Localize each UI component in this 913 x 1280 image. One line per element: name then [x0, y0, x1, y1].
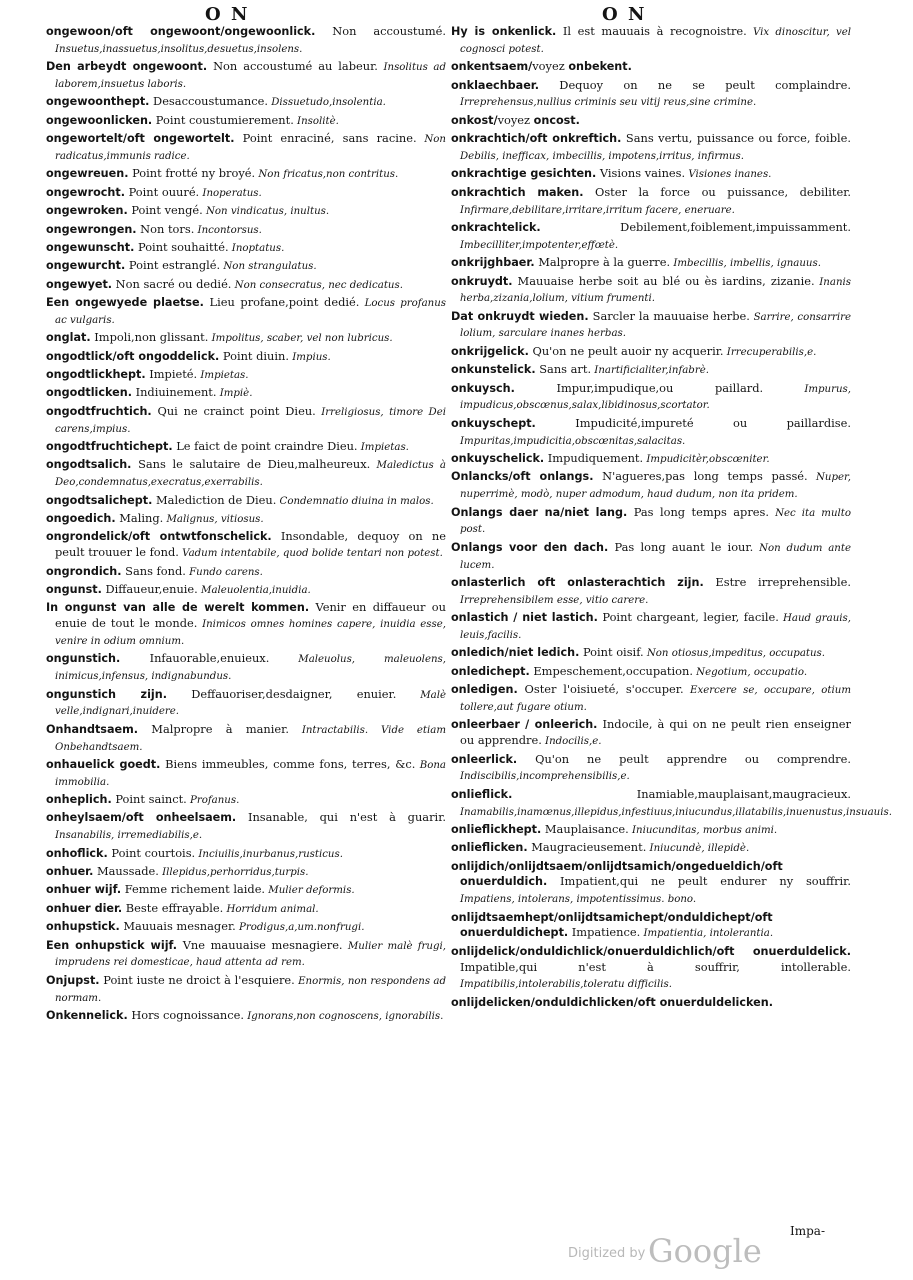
french-gloss: Impudicité,impureté ou paillardise. [535, 415, 851, 430]
latin-gloss: Maleuolentia,inuidia. [197, 584, 311, 596]
latin-gloss: Insolitus ad laborem,insuetus laboris. [55, 62, 446, 90]
latin-gloss: Inimicos omnes homines capere, inuidia esse, venire in odium omnium. [55, 619, 446, 647]
latin-gloss: Ignorans,non cognoscens, ignorabilis. [243, 1010, 444, 1022]
latin-gloss: Inamabilis,inamœnus,illepidus,infestiuus,iniucundus,illatabilis,inuenustus,insuauis. [460, 806, 892, 818]
headword: onlijdelicken/onduldichlicken/oft onuerduldelicken. [451, 995, 773, 1009]
headword: onkrachtich/oft onkreftich. [451, 132, 622, 146]
dictionary-entry [451, 505, 851, 539]
french-gloss: voyez [532, 59, 569, 74]
latin-gloss: Indocilis,e. [541, 736, 602, 748]
headword: onhuer. [46, 865, 94, 879]
french-gloss: Malediction de Dieu. [152, 492, 277, 507]
french-gloss: Malpropre à la guerre. [534, 255, 671, 270]
latin-gloss: Negotium, occupatio. [692, 666, 808, 678]
french-gloss: Mauuais mesnager. [119, 919, 236, 934]
latin-gloss: Mulier malè frugi, imprudens rei domesticae, haud attenta ad rem. [55, 940, 446, 969]
french-gloss: Insanable, qui n'est à guarir. [236, 810, 447, 825]
headword: ongodtsalich. [46, 458, 132, 472]
latin-gloss: Illepidus,perhorridus,turpis. [158, 867, 309, 879]
latin-gloss: Bona immobilia. [55, 759, 446, 788]
headword: ongodtsalichept. [46, 493, 153, 507]
latin-gloss: Impudicitèr,obscœniter. [643, 454, 770, 466]
running-head-left: O N [205, 4, 250, 25]
french-gloss: Non sacré ou dedié. [112, 276, 232, 291]
dictionary-entry [451, 717, 851, 750]
dictionary-entry [451, 944, 851, 993]
latin-gloss: Impietas. [197, 370, 249, 382]
left-column [46, 24, 446, 1026]
headword: Onlangs daer na/niet lang. [451, 505, 628, 519]
dictionary-entry [451, 362, 851, 379]
headword: onhoflick. [46, 846, 108, 860]
french-gloss: Pas long temps apres. [627, 504, 769, 519]
dictionary-entry [451, 255, 851, 272]
cross-reference: onbekent. [568, 60, 632, 74]
french-gloss: Lieu profane,point dedié. [203, 295, 360, 310]
headword: Dat onkruydt wieden. [451, 309, 589, 323]
french-gloss: Point iuste ne droict à l'esquiere. [99, 972, 295, 987]
french-gloss: Sans le salutaire de Dieu,malheureux. [131, 457, 371, 472]
headword: onlijdtsaemhept/onlijdtsamichept/onduldichept/oft onuerduldichept. [451, 910, 773, 940]
dictionary-entry [451, 274, 851, 308]
french-gloss: Qui ne crainct point Dieu. [151, 403, 316, 418]
headword: Hy is onkenlick. [451, 25, 557, 38]
french-gloss: Impatience. [568, 925, 641, 940]
french-gloss: Point chargeant, legier, facile. [597, 610, 779, 625]
dictionary-entry [46, 810, 446, 844]
headword: onkuysch. [451, 381, 515, 395]
headword: ongunstich. [46, 652, 121, 666]
headword: onlieflick. [451, 787, 513, 801]
headword: ongodtlick/oft ongoddelick. [46, 349, 220, 363]
running-head-right: O N [602, 4, 647, 25]
dictionary-entry [46, 901, 446, 918]
headword: onkrachtich maken. [451, 185, 584, 199]
dictionary-entry [46, 864, 446, 881]
latin-gloss: Non consecratus, nec dedicatus. [231, 279, 403, 291]
latin-gloss: Haud grauis, leuis,facilis. [460, 613, 851, 641]
dictionary-entry [451, 540, 851, 574]
dictionary-entry [451, 113, 851, 130]
headword: ongewortelt/oft ongewortelt. [46, 132, 235, 146]
french-gloss: Diffaueur,enuie. [101, 581, 198, 596]
french-gloss: Non tors. [136, 221, 195, 236]
headword: onlastich / niet lastich. [451, 611, 598, 625]
headword: onkrachtelick. [451, 220, 541, 234]
latin-gloss: Impatibilis,intolerabilis,toleratu difficilis. [460, 979, 672, 991]
headword: onglat. [46, 331, 91, 345]
french-gloss: Impieté. [145, 367, 198, 382]
latin-gloss: Insanabilis, irremediabilis,e. [55, 830, 203, 842]
headword: ongrondelick/oft ontwtfonschelick. [46, 530, 272, 544]
latin-gloss: Vix dinoscitur, vel cognosci potest. [460, 27, 851, 55]
french-gloss: Femme richement laide. [121, 882, 266, 897]
french-gloss: Impudiquement. [544, 451, 644, 466]
headword: ongewyet. [46, 277, 113, 291]
latin-gloss: Iniucundè, illepidè. [646, 843, 750, 855]
dictionary-entry [46, 722, 446, 756]
latin-gloss: Horridum animal. [223, 903, 319, 915]
headword: ongewurcht. [46, 259, 126, 273]
french-gloss: Sans fond. [121, 563, 186, 578]
latin-gloss: Incontorsus. [194, 224, 262, 236]
dictionary-entry [451, 910, 851, 943]
dictionary-entry [46, 757, 446, 791]
dictionary-entry [451, 859, 851, 908]
latin-gloss: Non otiosus,impeditus, occupatus. [643, 648, 826, 660]
french-gloss: Deffauoriser,desdaigner, enuier. [166, 686, 397, 701]
french-gloss: Point enraciné, sans racine. [234, 131, 417, 146]
latin-gloss: Dissuetudo,insolentia. [267, 97, 386, 109]
french-gloss: Oster l'oisiueté, s'occuper. [517, 682, 684, 697]
latin-gloss: Intractabilis. Vide etiam Onbehandtsaem. [55, 724, 447, 753]
french-gloss: Qu'on ne peult apprendre ou comprendre. [517, 751, 851, 766]
latin-gloss: Maledictus à Deo,condemnatus,execratus,exerrabilis. [55, 460, 446, 489]
latin-gloss: Inartificialiter,infabrè. [591, 365, 709, 377]
headword: onkrachtige gesichten. [451, 167, 597, 181]
latin-gloss: Non vindicatus, inultus. [202, 206, 330, 218]
latin-gloss: Impietas. [357, 442, 409, 454]
french-gloss: Indiuinement. [131, 385, 217, 400]
headword: onkost/ [451, 113, 498, 127]
dictionary-entry [451, 610, 851, 644]
right-column [451, 24, 892, 1013]
latin-gloss: Nec ita multo post. [460, 507, 851, 536]
headword: onkruydt. [451, 274, 513, 288]
headword: ongewroken. [46, 204, 128, 218]
headword: onledichept. [451, 664, 530, 678]
dictionary-entry [451, 822, 851, 839]
dictionary-entry [46, 846, 446, 863]
french-gloss: Le faict de point craindre Dieu. [172, 439, 358, 454]
french-gloss: Visions vaines. [596, 166, 686, 181]
french-gloss: Beste effrayable. [122, 900, 224, 915]
french-gloss: Oster la force ou puissance, debiliter. [583, 184, 852, 199]
headword: onhuer wijf. [46, 883, 122, 897]
french-gloss: Impatible,qui n'est à souffrir, intollerable. [460, 959, 851, 974]
french-gloss: Estre irreprehensible. [703, 574, 851, 589]
headword: ongewoon/oft ongewoont/ongewoonlick. [46, 25, 316, 38]
latin-gloss: Enormis, non respondens ad normam. [55, 975, 446, 1004]
headword: ongewoonthept. [46, 95, 150, 109]
french-gloss: Insondable, dequoy on ne peult trouuer le fond. [55, 529, 446, 560]
dictionary-entry [46, 1008, 446, 1025]
latin-gloss: Mulier deformis. [265, 885, 355, 897]
french-gloss: Maussade. [93, 864, 159, 879]
latin-gloss: Impatientia, intolerantia. [640, 928, 774, 940]
french-gloss: Point souhaitté. [134, 239, 229, 254]
latin-gloss: Visiones inanes. [685, 169, 772, 181]
headword: Onlancks/oft onlangs. [451, 470, 594, 484]
latin-gloss: Non radicatus,immunis radice. [55, 134, 446, 162]
french-gloss: Sans vertu, puissance ou force, foible. [621, 131, 851, 146]
latin-gloss: Condemnatio diuina in malos. [276, 495, 434, 507]
french-gloss: Debilement,foiblement,impuissamment. [540, 219, 851, 234]
dictionary-entry [46, 240, 446, 257]
dictionary-entry [451, 166, 851, 183]
headword: onlasterlich oft onlasterachtich zijn. [451, 575, 704, 589]
headword: ongunstich zijn. [46, 687, 167, 701]
latin-gloss: Impatiens, intolerans, impotentissimus. bono. [460, 894, 697, 906]
dictionary-entry [451, 381, 851, 415]
french-gloss: Desaccoustumance. [149, 94, 268, 109]
headword: Den arbeydt ongewoont. [46, 60, 208, 74]
french-gloss: N'agueres,pas long temps passé. [593, 469, 808, 484]
french-gloss: Biens immeubles, comme fons, terres, &c. [160, 756, 416, 771]
headword: onhupstick. [46, 920, 120, 934]
headword: ongodtlicken. [46, 386, 132, 400]
dictionary-entry [46, 24, 446, 58]
dictionary-entry [451, 59, 851, 76]
dictionary-entry [46, 792, 446, 809]
dictionary-entry [46, 457, 446, 491]
latin-gloss: Inciuilis,inurbanus,rusticus. [195, 848, 343, 860]
latin-gloss: Iniucunditas, morbus animi. [628, 824, 778, 836]
headword: onkrijghbaer. [451, 256, 535, 270]
headword: onhauelick goedt. [46, 757, 161, 771]
dictionary-entry [46, 404, 446, 438]
latin-gloss: Inoperatus. [199, 187, 262, 199]
dictionary-entry [46, 113, 446, 130]
headword: onkuyschelick. [451, 452, 545, 466]
dictionary-entry [46, 185, 446, 202]
dictionary-entry [451, 131, 851, 165]
dictionary-entry [46, 973, 446, 1007]
dictionary-entry [46, 882, 446, 899]
headword: onkrijgelick. [451, 344, 529, 358]
headword: onheylsaem/oft onheelsaem. [46, 811, 237, 825]
latin-gloss: Irreprehensus,nullius criminis seu vitij reus,sine crimine. [460, 97, 757, 109]
french-gloss: Point oisif. [579, 645, 644, 660]
latin-gloss: Non fricatus,non contritus. [255, 169, 399, 181]
french-gloss: Infauorable,enuieux. [120, 651, 270, 666]
french-gloss: Point courtois. [107, 845, 196, 860]
dictionary-entry [451, 995, 851, 1012]
headword: ongrondich. [46, 564, 122, 578]
dictionary-entry [451, 469, 851, 503]
headword: onkuyschept. [451, 416, 536, 430]
dictionary-entry [451, 185, 851, 219]
dictionary-entry [46, 938, 446, 972]
french-gloss: voyez [497, 112, 534, 127]
headword: ongewrongen. [46, 222, 137, 236]
headword: Onjupst. [46, 973, 100, 987]
latin-gloss: Imbecilliter,impotenter,effœtè. [460, 239, 619, 251]
french-gloss: Impur,impudique,ou paillard. [514, 380, 764, 395]
dictionary-entry [46, 258, 446, 275]
dictionary-entry [46, 600, 446, 649]
dictionary-entry [451, 664, 851, 681]
dictionary-entry [46, 385, 446, 402]
headword: ongodtfruchtichept. [46, 440, 173, 454]
french-gloss: Malpropre à manier. [138, 721, 289, 736]
dictionary-entry [46, 222, 446, 239]
headword: In ongunst van alle de werelt kommen. [46, 601, 310, 615]
dictionary-entry [46, 203, 446, 220]
french-gloss: Non accoustumé. [315, 24, 446, 38]
cross-reference: oncost. [533, 113, 580, 127]
headword: ongoedich. [46, 511, 116, 525]
headword: ongewunscht. [46, 240, 135, 254]
headword: ongewoonlicken. [46, 113, 153, 127]
headword: onledigen. [451, 683, 518, 697]
latin-gloss: Irreprehensibilem esse, vitio carere. [460, 594, 649, 606]
french-gloss: Point diuin. [219, 348, 289, 363]
french-gloss: Point ouuré. [124, 184, 200, 199]
dictionary-entry [46, 687, 446, 721]
latin-gloss: Fundo carens. [185, 566, 263, 578]
latin-gloss: Impuritas,impudicitia,obscœnitas,salacitas. [460, 435, 686, 447]
dictionary-entry [46, 277, 446, 294]
dictionary-entry [46, 493, 446, 510]
latin-gloss: Insuetus,inassuetus,insolitus,desuetus,insolens. [55, 43, 303, 55]
dictionary-entry [46, 59, 446, 93]
headword: onlijdich/onlijdtsaem/onlijdtsamich/ongedueldich/oft onuerduldich. [451, 859, 783, 889]
headword: ongodtfruchtich. [46, 404, 152, 418]
latin-gloss: Irrecuperabilis,e. [723, 346, 817, 358]
dictionary-entry [46, 582, 446, 599]
french-gloss: Hors cognoissance. [127, 1007, 244, 1022]
catchword: Impa- [790, 1224, 826, 1238]
french-gloss: Impoli,non glissant. [90, 330, 209, 345]
french-gloss: Point estranglé. [125, 258, 221, 273]
french-gloss: Maugracieusement. [527, 840, 647, 855]
french-gloss: Maling. [115, 510, 164, 525]
french-gloss: Sarcler la mauuaise herbe. [588, 308, 750, 323]
dictionary-entry [46, 919, 446, 936]
dictionary-entry [451, 645, 851, 662]
latin-gloss: Impiè. [216, 388, 253, 400]
dictionary-entry [46, 651, 446, 685]
headword: onledich/niet ledich. [451, 646, 580, 660]
dictionary-entry [451, 78, 851, 112]
headword: ongewrocht. [46, 185, 125, 199]
headword: Een onhupstick wijf. [46, 938, 178, 952]
headword: ongewreuen. [46, 167, 129, 181]
headword: onheplich. [46, 793, 112, 807]
headword: onlieflicken. [451, 841, 528, 855]
latin-gloss: Non dudum ante lucem. [460, 542, 851, 571]
latin-gloss: Debilis, inefficax, imbecillis, impotens,irritus, infirmus. [460, 150, 744, 162]
dictionary-entry [46, 439, 446, 456]
headword: onleerbaer / onleerich. [451, 718, 598, 732]
dictionary-entry [46, 529, 446, 562]
latin-gloss: Non strangulatus. [220, 261, 317, 273]
latin-gloss: Prodigus,a,um.nonfrugi. [235, 922, 365, 934]
french-gloss: Qu'on ne peult auoir ny acquerir. [528, 343, 724, 358]
latin-gloss: Malè velle,indignari,inuidere. [55, 689, 446, 718]
dictionary-entry [451, 344, 851, 361]
dictionary-entry [451, 575, 851, 609]
latin-gloss: Irreligiosus, timore Dei carens,impius. [55, 406, 446, 435]
dictionary-entry [451, 752, 851, 786]
dictionary-entry [46, 330, 446, 347]
latin-gloss: Impolitus, scaber, vel non lubricus. [208, 333, 393, 345]
dictionary-entry [46, 511, 446, 528]
latin-gloss: Malignus, vitiosus. [163, 513, 264, 525]
latin-gloss: Locus profanus ac vulgaris. [55, 298, 446, 326]
headword: onkentsaem/ [451, 60, 533, 74]
latin-gloss: Maleuolus, maleuolens, inimicus,infensus, indignabundus. [55, 654, 446, 683]
dictionary-entry [451, 416, 851, 450]
headword: onhuer dier. [46, 901, 123, 915]
latin-gloss: Indiscibilis,incomprehensibilis,e. [460, 771, 630, 783]
headword: Een ongewyede plaetse. [46, 296, 204, 310]
latin-gloss: Impurus, impudicus,obscœnus,salax,libidinosus,scortator. [460, 383, 851, 412]
dictionary-entry [46, 367, 446, 384]
french-gloss: Mauuaise herbe soit au blé ou ès iardins, zizanie. [512, 273, 815, 288]
headword: ongunst. [46, 582, 102, 596]
latin-gloss: Profanus. [186, 795, 240, 807]
headword: onkunstelick. [451, 363, 536, 377]
dictionary-entry [451, 840, 851, 857]
dictionary-entry [46, 131, 446, 165]
dictionary-entry [451, 682, 851, 716]
french-gloss: Indocile, à qui on ne peult rien enseigner ou apprendre. [460, 717, 851, 748]
dictionary-entry [46, 94, 446, 111]
headword: Onhandtsaem. [46, 722, 139, 736]
headword: Onlangs voor den dach. [451, 540, 609, 554]
french-gloss: Point vengé. [127, 203, 203, 218]
dictionary-entry [46, 166, 446, 183]
headword: onlijdelick/onduldichlick/onuerduldichlich/oft onuerduldelick. [451, 944, 851, 958]
latin-gloss: Imbecillis, imbellis, ignauus. [670, 258, 821, 270]
latin-gloss: Sarrire, consarrire lolium, sarculare inanes herbas. [460, 311, 852, 340]
headword: ongodtlickhept. [46, 368, 146, 382]
french-gloss: Sans art. [535, 362, 592, 377]
latin-gloss: Inoptatus. [228, 242, 285, 254]
headword: Onkennelick. [46, 1008, 128, 1022]
french-gloss: Pas long auant le iour. [608, 539, 754, 554]
french-gloss: Dequoy on ne se peult complaindre. [538, 77, 851, 92]
google-watermark: Google [648, 1232, 762, 1270]
french-gloss: Il est mauuais à recognoistre. [556, 24, 747, 38]
digitized-by-text: Digitized by [568, 1246, 646, 1261]
dictionary-entry [46, 295, 446, 329]
french-gloss: Venir en diffaueur ou enuie de tout le monde. [55, 600, 447, 631]
french-gloss: Impatient,qui ne peult endurer ny souffrir. [547, 874, 851, 889]
french-gloss: Point coustumierement. [152, 112, 294, 127]
french-gloss: Vne mauuaise mesnagiere. [177, 937, 343, 952]
dictionary-entry [451, 451, 851, 468]
headword: onlieflickhept. [451, 822, 542, 836]
latin-gloss: Inanis herba,zizania,lolium, vitium frumenti. [460, 276, 851, 305]
latin-gloss: Vadum intentabile, quod bolide tentari non potest. [178, 548, 443, 560]
latin-gloss: Insolitè. [293, 115, 339, 127]
latin-gloss: Infirmare,debilitare,irritare,irritum facere, eneruare. [460, 204, 735, 216]
french-gloss: Empeschement,occupation. [529, 663, 693, 678]
dictionary-entry [46, 564, 446, 581]
dictionary-entry [46, 349, 446, 366]
headword: onleerlick. [451, 752, 518, 766]
latin-gloss: Impius. [289, 351, 331, 363]
dictionary-entry [451, 309, 851, 343]
french-gloss: Mauplaisance. [541, 821, 629, 836]
latin-gloss: Nuper, nuperrimè, modò, nuper admodum, haud dudum, non ita pridem. [460, 472, 851, 501]
latin-gloss: Exercere se, occupare, otium tollere,aut fugare otium. [460, 685, 851, 713]
dictionary-entry [451, 220, 851, 254]
french-gloss: Point frotté ny broyé. [128, 166, 256, 181]
dictionary-entry [451, 24, 851, 58]
french-gloss: Non accoustumé au labeur. [207, 59, 378, 74]
dictionary-entry [451, 786, 892, 821]
french-gloss: Point sainct. [111, 792, 187, 807]
headword: onklaechbaer. [451, 78, 539, 92]
french-gloss: Inamiable,mauplaisant,maugracieux. [512, 786, 851, 801]
